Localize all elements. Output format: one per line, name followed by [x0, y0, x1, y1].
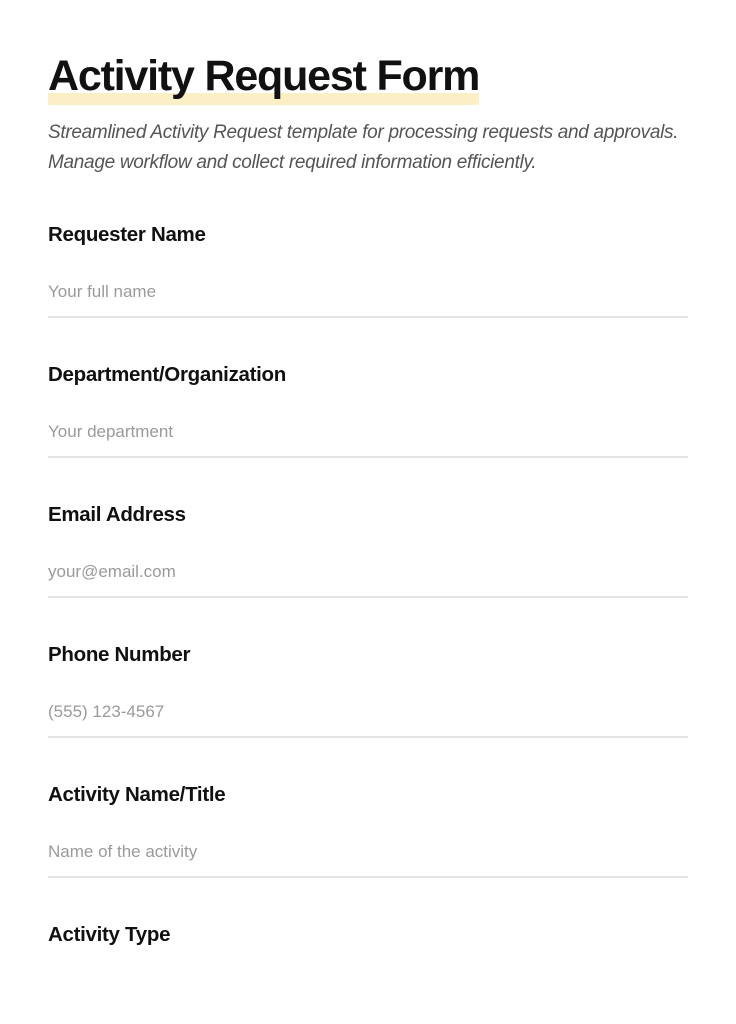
field-activity-name: [48, 782, 688, 878]
phone-label: Phone Number: [48, 643, 191, 666]
page-subtitle: Streamlined Activity Request template for processing requests and approvals. Manage workflow and collect required information efficiently.: [48, 122, 679, 173]
department-label: Department/Organization: [48, 363, 286, 386]
email-input[interactable]: [48, 562, 688, 598]
email-label: Email Address: [48, 503, 186, 526]
activity-name-input[interactable]: [48, 842, 688, 878]
field-email: [48, 502, 688, 598]
department-input[interactable]: [48, 422, 688, 458]
requester-name-input[interactable]: [48, 282, 688, 318]
field-activity-type: [48, 922, 688, 948]
page-title: Activity Request Form: [48, 52, 480, 100]
field-phone: [48, 642, 688, 738]
phone-input[interactable]: [48, 702, 688, 738]
activity-name-label: Activity Name/Title: [48, 783, 226, 806]
field-requester-name: [48, 222, 688, 318]
requester-name-label: Requester Name: [48, 223, 206, 246]
title-wrap: [48, 52, 479, 100]
activity-type-label: Activity Type: [48, 923, 171, 946]
field-department: [48, 362, 688, 458]
